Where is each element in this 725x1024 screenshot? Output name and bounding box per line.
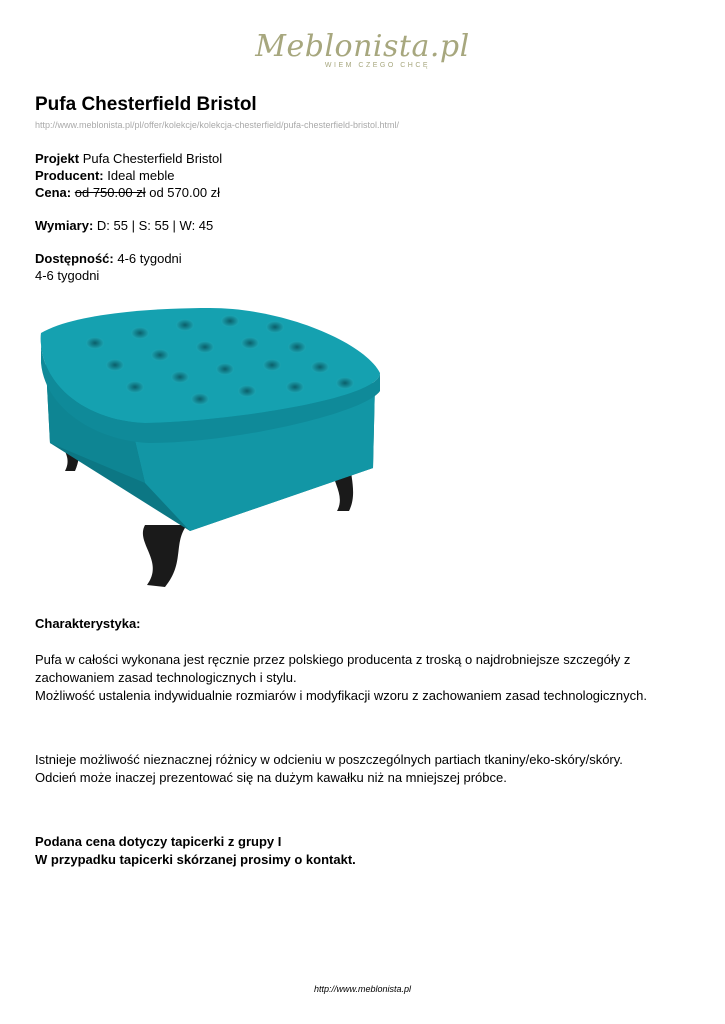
product-info bbox=[35, 150, 222, 201]
producer-value: Ideal meble bbox=[107, 168, 175, 183]
project-row bbox=[35, 150, 222, 167]
brand-logo bbox=[0, 30, 725, 69]
description-line: Istnieje możliwość nieznacznej różnicy w odcieniu w poszczególnych partiach tkaniny/eko-skóry/skóry. bbox=[35, 752, 623, 767]
product-image bbox=[35, 303, 385, 593]
description-line: zachowaniem zasad technologicznych i stylu. bbox=[35, 670, 297, 685]
price-row bbox=[35, 184, 222, 201]
description-line: Możliwość ustalenia indywidualnie rozmiarów i modyfikacji wzoru z zachowaniem zasad technologicznych. bbox=[35, 688, 647, 703]
availability-extra: 4-6 tygodni bbox=[35, 268, 100, 283]
project-label: Projekt bbox=[35, 151, 80, 166]
producer-label: Producent: bbox=[35, 168, 104, 183]
price-old: od 750.00 zł bbox=[74, 185, 146, 200]
price-label: Cena: bbox=[35, 185, 72, 200]
availability-row bbox=[35, 250, 182, 267]
dimensions-value: D: 55 | S: 55 | W: 45 bbox=[96, 218, 214, 233]
product-url[interactable]: http://www.meblonista.pl/pl/offer/kolekcje/kolekcja-chesterfield/pufa-chesterfield-bristol.html/ bbox=[35, 120, 399, 130]
price-note-line: W przypadku tapicerki skórzanej prosimy o kontakt. bbox=[35, 852, 356, 867]
description-line: Odcień może inaczej prezentować się na dużym kawałku niż na mniejszej próbce. bbox=[35, 770, 507, 785]
description-paragraph-2 bbox=[35, 751, 675, 787]
availability-value: 4-6 tygodni bbox=[117, 251, 182, 266]
price-new: od 570.00 zł bbox=[149, 185, 221, 200]
price-note-line: Podana cena dotyczy tapicerki z grupy I bbox=[35, 834, 282, 849]
brand-name: Meblonista.pl bbox=[255, 29, 470, 64]
producer-row bbox=[35, 167, 222, 184]
brand-tagline: WIEM CZEGO CHCĘ bbox=[324, 62, 431, 69]
characteristics-heading: Charakterystyka: bbox=[35, 616, 141, 631]
project-value: Pufa Chesterfield Bristol bbox=[82, 151, 223, 166]
footer-url[interactable]: http://www.meblonista.pl bbox=[313, 984, 412, 994]
description-paragraph-1 bbox=[35, 651, 675, 705]
description-line: Pufa w całości wykonana jest ręcznie przez polskiego producenta z troską o najdrobniejsze szczegóły z bbox=[35, 652, 631, 667]
availability-label: Dostępność: bbox=[35, 251, 114, 266]
dimensions-row bbox=[35, 217, 213, 234]
dimensions-label: Wymiary: bbox=[35, 218, 94, 233]
page-title: Pufa Chesterfield Bristol bbox=[35, 94, 257, 115]
price-note bbox=[35, 833, 356, 869]
availability-block bbox=[35, 250, 182, 284]
